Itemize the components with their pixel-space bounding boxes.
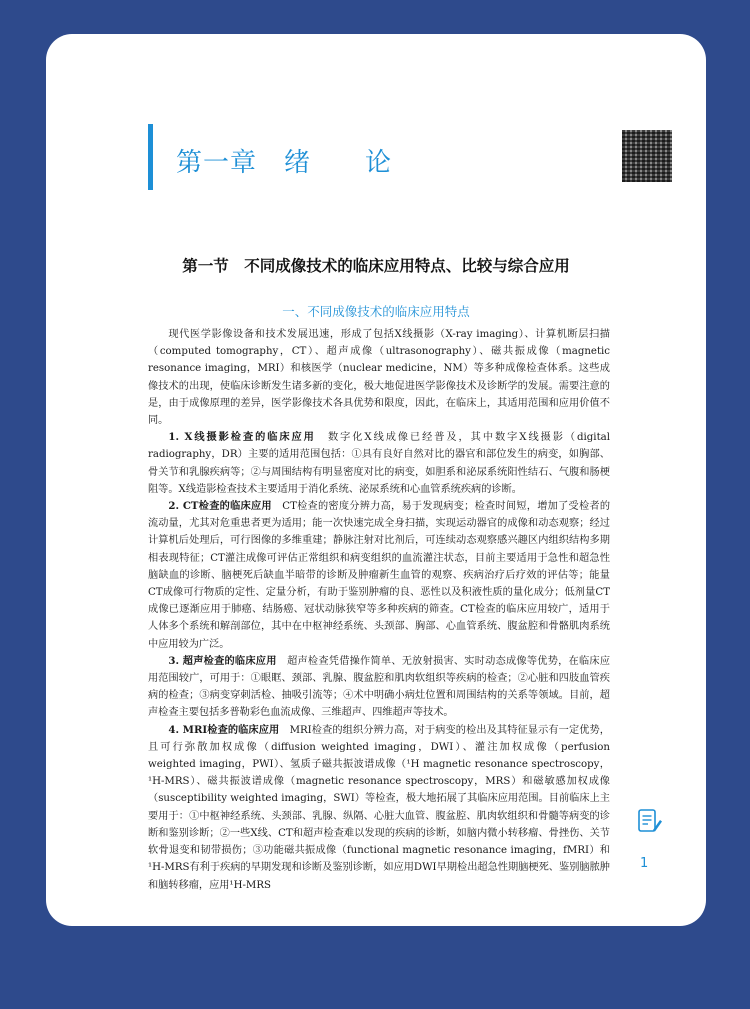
chapter-accent-bar — [148, 124, 153, 190]
paragraph-mri — [148, 722, 610, 894]
qr-code-icon[interactable] — [622, 130, 672, 182]
us-text: 超声检查凭借操作简单、无放射损害、实时动态成像等优势，在临床应用范围较广，可用于：①眼眶、颈部、乳腺、腹盆腔和肌肉软组织等疾病的检查；②心脏和四肢血管疾病的检查；③病变穿刺活检、抽吸引流等；④术中明确小病灶位置和周围结构的关系等领域。目前，超声检查主要包括多普勒彩色血流成像、三维超声、四维超声等技术。 — [148, 655, 611, 719]
paragraph-intro — [148, 326, 610, 429]
mri-heading: 4. MRI检查的临床应用 — [168, 723, 280, 736]
paragraph-ct — [148, 498, 610, 653]
book-pen-icon — [634, 806, 664, 836]
xray-heading: 1. X线摄影检查的临床应用 — [168, 431, 316, 444]
section-title: 第一节 不同成像技术的临床应用特点、比较与综合应用 — [182, 257, 570, 275]
us-heading: 3. 超声检查的临床应用 — [168, 654, 277, 667]
subsection-title: 一、不同成像技术的临床应用特点 — [282, 304, 470, 319]
body-text — [148, 326, 610, 894]
paragraph-xray — [148, 429, 610, 498]
page-number: 1 — [640, 856, 649, 871]
book-page — [46, 34, 706, 926]
xray-text: 数字化X线成像已经普及，其中数字X线摄影（digital radiography，DR）主要的适用范围包括：①具有良好自然对比的器官和部位发生的病变，如胸部、骨关节和乳腺疾病等；②与周围结构有明显密度对比的病变，如胆系和泌尿系统阳性结石、气腹和肠梗阻等。X线造影检查技术主要适用于消化系统、泌尿系统和心血管系统疾病的诊断。 — [148, 432, 610, 495]
intro-text: 现代医学影像设备和技术发展迅速，形成了包括X线摄影（X-ray imaging）、计算机断层扫描（computed tomography，CT）、超声成像（ultrasonography）、磁共振成像（magnetic resonance imaging，MRI）和核医学（nuclear medicine，NM）等多种成像检查体系。这些成像技术的出现，使临床诊断发生诸多新的变化，极大地促进医学影像技术及诊断学的发展。需要注意的是，由于成像原理的差异，医学影像技术各具优势和限度，因此，在临床上，其适用范围和应用价值不同。 — [148, 329, 610, 427]
paragraph-us — [148, 653, 610, 722]
mri-text: MRI检查的组织分辨力高，对于病变的检出及其特征显示有一定优势，且可行弥散加权成像（diffusion weighted imaging，DWI）、灌注加权成像（perfusion weighted imaging，PWI）、氢质子磁共振波谱成像（¹H magnetic resonance spectroscopy，¹H-MRS）、磁共振波谱成像（magnetic resonance spectroscopy，MRS）和磁敏感加权成像（susceptibility weighted imaging，SWI）等检查，极大地拓展了其临床应用范围。目前临床上主要用于：①中枢神经系统、头颈部、乳腺、纵隔、心脏大血管、腹盆腔、肌肉软组织和骨髓等病变的诊断和鉴别诊断；②一些X线、CT和超声检查难以发现的疾病的诊断，如脑内微小转移瘤、骨挫伤、关节软骨退变和韧带损伤；③功能磁共振成像（functional magnetic resonance imaging，fMRI）和¹H-MRS有利于疾病的早期发现和诊断及鉴别诊断，如应用DWI早期检出超急性期脑梗死、鉴别脑脓肿和脑转移瘤，应用¹H-MRS — [148, 724, 610, 891]
ct-text: CT检查的密度分辨力高，易于发现病变；检查时间短，增加了受检者的流动量，尤其对危重患者更为适用；能一次快速完成全身扫描，实现运动器官的成像和动态观察；经过计算机后处理后，可行图像的多维重建；静脉注射对比剂后，可连续动态观察感兴趣区内组织结构多期相表现特征；CT灌注成像可评估正常组织和病变组织的血流灌注状态，目前主要适用于急性和超急性脑缺血的诊断、脑梗死后缺血半暗带的诊断及肿瘤新生血管的观察、疾病治疗后疗效的评估等；能量CT成像可行物质的定性、定量分析，有助于鉴别肿瘤的良、恶性以及积液性质的量化成分；低剂量CT成像已逐渐应用于肺癌、结肠癌、冠状动脉狭窄等多种疾病的筛查。CT检查的临床应用较广，适用于人体多个系统和解剖部位，其中在中枢神经系统、头颈部、胸部、心血管系统、腹盆腔和骨骼肌肉系统中应用较为广泛。 — [148, 501, 611, 650]
ct-heading: 2. CT检查的临床应用 — [168, 500, 272, 513]
chapter-title: 第一章 绪 论 — [176, 148, 393, 178]
